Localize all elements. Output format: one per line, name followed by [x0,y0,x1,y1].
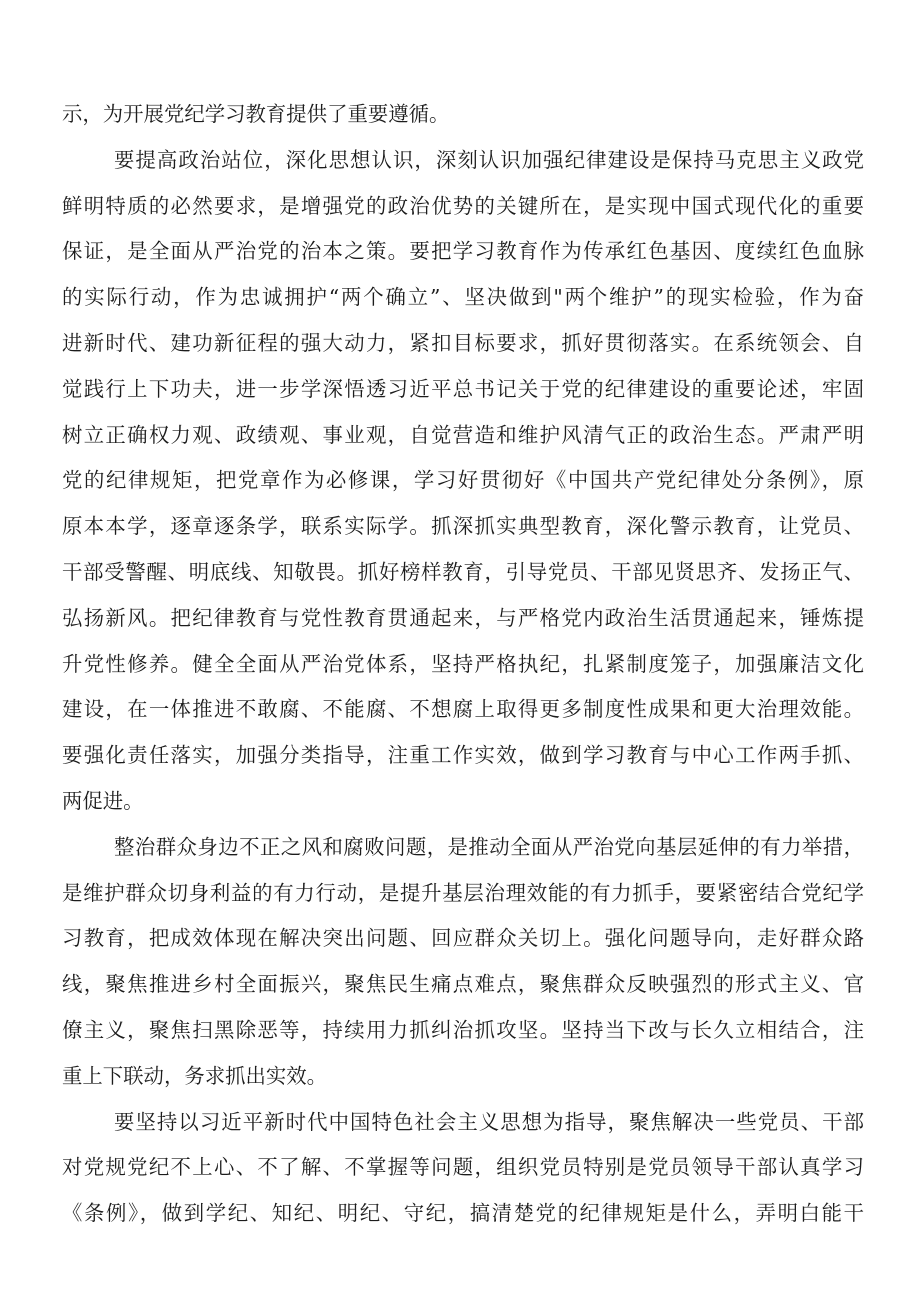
text-line: 线，聚焦推进乡村全面振兴，聚焦民生痛点难点，聚焦群众反映强烈的形式主义、官 [62,972,864,997]
text-line: 要坚持以习近平新时代中国特色社会主义思想为指导，聚焦解决一些党员、干部 [114,1109,864,1134]
text-line: 干部受警醒、明底线、知敬畏。抓好榜样教育，引导党员、干部见贤思齐、发扬正气、 [62,559,864,584]
text-line: 党的纪律规矩，把党章作为必修课，学习好贯彻好《中国共产党纪律处分条例》，原 [62,468,864,493]
text-line: 的实际行动，作为忠诚拥护“两个确立”、坚决做到"两个维护”的现实检验，作为奋 [62,285,864,310]
text-line: 僚主义，聚焦扫黑除恶等，持续用力抓纠治抓攻坚。坚持当下改与长久立相结合，注 [62,1017,864,1042]
text-line: 鲜明特质的必然要求，是增强党的政治优势的关键所在，是实现中国式现代化的重要 [62,193,864,218]
text-line: 《条例》，做到学纪、知纪、明纪、守纪，搞清楚党的纪律规矩是什么，弄明白能干 [62,1201,864,1226]
text-line: 保证，是全面从严治党的治本之策。要把学习教育作为传承红色基因、度续红色血脉 [62,239,864,264]
text-line: 是维护群众切身利益的有力行动，是提升基层治理效能的有力抓手，要紧密结合党纪学 [62,880,864,905]
document-body [62,92,864,1237]
text-line: 整治群众身边不正之风和腐败问题，是推动全面从严治党向基层延伸的有力举措， [114,834,864,859]
text-line: 要提高政治站位，深化思想认识，深刻认识加强纪律建设是保持马克思主义政党 [114,147,864,172]
text-line: 原本本学，逐章逐条学，联系实际学。抓深抓实典型教育，深化警示教育，让党员、 [62,514,864,539]
text-line: 要强化责任落实，加强分类指导，注重工作实效，做到学习教育与中心工作两手抓、 [62,743,864,768]
text-line: 两促进。 [62,788,144,813]
text-line: 对党规党纪不上心、不了解、不掌握等问题，组织党员特别是党员领导干部认真学习 [62,1155,864,1180]
text-line: 示，为开展党纪学习教育提供了重要遵循。 [62,102,450,126]
text-line: 进新时代、建功新征程的强大动力，紧扣目标要求，抓好贯彻落实。在系统领会、自 [62,330,864,355]
text-line: 树立正确权力观、政绩观、事业观，自觉营造和维护风清气正的政治生态。严肃严明 [62,422,864,447]
text-line: 习教育，把成效体现在解决突出问题、回应群众关切上。强化问题导向，走好群众路 [62,926,864,951]
text-line: 升党性修养。健全全面从严治党体系，坚持严格执纪，扎紧制度笼子，加强廉洁文化 [62,651,864,676]
text-line: 觉践行上下功夫，进一步学深悟透习近平总书记关于党的纪律建设的重要论述，牢固 [62,376,864,401]
text-line: 建设，在一体推进不敢腐、不能腐、不想腐上取得更多制度性成果和更大治理效能。 [62,697,864,722]
text-line: 弘扬新风。把纪律教育与党性教育贯通起来，与严格党内政治生活贯通起来，锤炼提 [62,605,864,630]
text-line: 重上下联动，务求抓出实效。 [62,1063,328,1088]
